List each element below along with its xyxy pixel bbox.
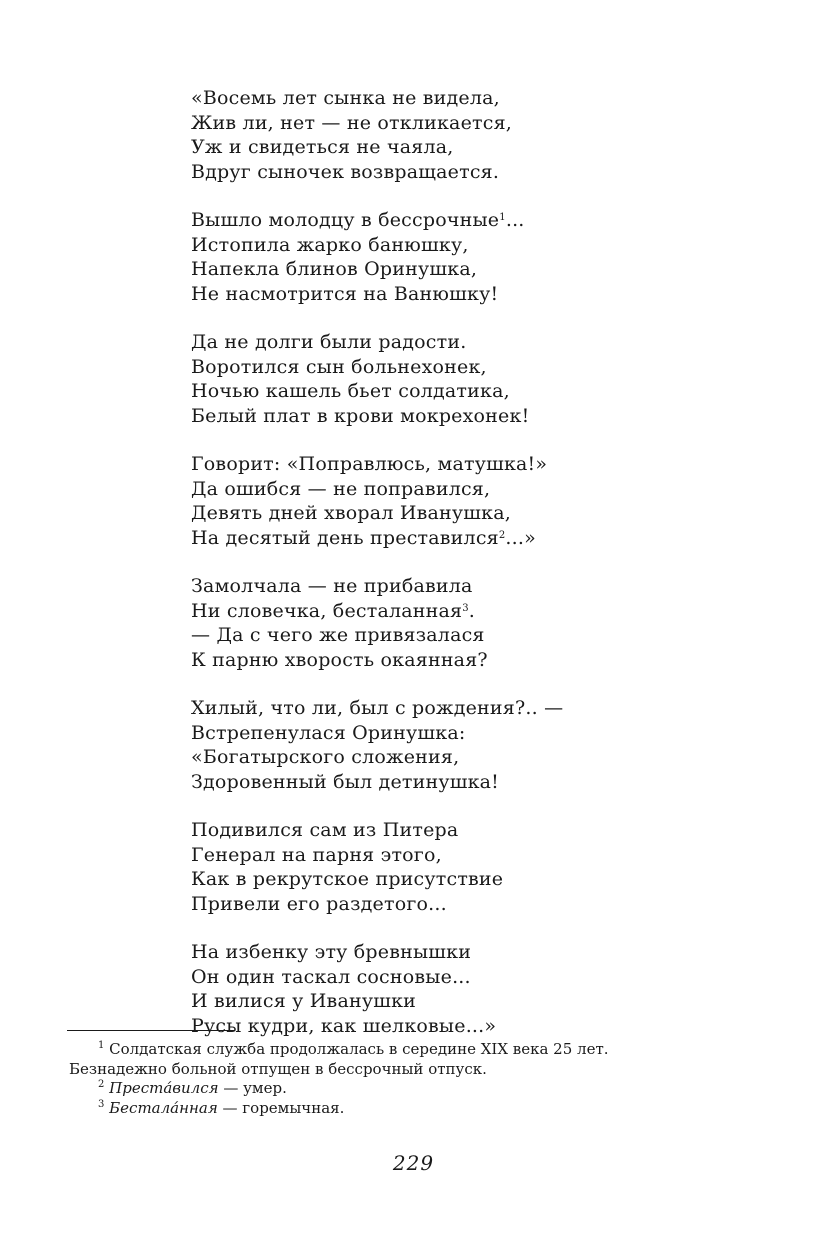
poem-line: Привели его раздетого... <box>191 892 447 915</box>
stanza-4 <box>191 452 791 550</box>
poem-line: И вилися у Иванушки <box>191 990 417 1012</box>
poem-line: Да ошибся — не поправился, <box>191 477 491 500</box>
footnote-mark: 1 <box>98 1040 105 1051</box>
poem-line: Жив ли, нет — не откликается, <box>191 111 512 134</box>
poem <box>191 86 791 1062</box>
poem-line: Говорит: «Поправлюсь, матушка!» <box>191 453 548 475</box>
poem-line: Ночью кашель бьет солдатика, <box>191 380 510 402</box>
footnote-ref-1: 1 <box>499 212 506 223</box>
footnotes <box>69 1040 759 1118</box>
stanza-5 <box>191 574 791 672</box>
footnote-mark: 2 <box>98 1079 105 1090</box>
poem-line: Белый плат в крови мокрехонек! <box>191 404 530 427</box>
poem-line: Здоровенный был детинушка! <box>191 770 500 793</box>
poem-line: Ни словечка, бесталанная$^3$. <box>191 599 476 622</box>
poem-line: Да не долги были радости. <box>191 331 467 353</box>
poem-line: Девять дней хворал Иванушка, <box>191 502 511 524</box>
poem-line: Подивился сам из Питера <box>191 819 459 841</box>
poem-line: На десятый день преставился$^2$...» <box>191 526 536 549</box>
footnote-ref-2: 2 <box>498 529 506 541</box>
stanza-7 <box>191 818 791 916</box>
poem-line: Генерал на парня этого, <box>191 843 442 866</box>
footnote-3: $^3$ Бестала́нная — горемычная. <box>98 1098 345 1117</box>
stanza-3 <box>191 330 791 428</box>
stanza-1 <box>191 86 791 184</box>
poem-line: Встрепенулася Оринушка: <box>191 721 466 744</box>
poem-line: Как в рекрутское присутствие <box>191 868 504 890</box>
poem-line: Вдруг сыночек возвращается. <box>191 160 500 183</box>
footnote-2: $^2$ Преста́вился — умер. <box>98 1079 287 1097</box>
stanza-8 <box>191 940 791 1038</box>
poem-line: Русы кудри, как шелковые...» <box>191 1014 497 1037</box>
poem-line: К парню хворость окаянная? <box>191 648 488 671</box>
poem-line: Он один таскал сосновые... <box>191 965 471 988</box>
poem-line: «Восемь лет сынка не видела, <box>191 87 500 109</box>
poem-line: Замолчала — не прибавила <box>191 575 473 597</box>
poem-line: Истопила жарко банюшку, <box>191 233 469 256</box>
footnote-mark: 3 <box>98 1098 105 1110</box>
stanza-6 <box>191 696 791 794</box>
poem-line: На избенку эту бревнышки <box>191 941 472 963</box>
footnote-1: $^1$ Солдатская служба продолжалась в середине XIX века 25 лет. <box>98 1040 609 1058</box>
footnote-1-continuation: Безнадежно больной отпущен в бессрочный отпуск. <box>69 1059 487 1078</box>
poem-line: Уж и свидеться не чаяла, <box>191 136 454 158</box>
poem-line: Воротился сын больнехонек, <box>191 355 487 378</box>
poem-line: Вышло молодцу в бессрочные$^1$... <box>191 209 525 231</box>
footnote-divider <box>67 1030 235 1031</box>
footnote-term: Преста́вился <box>109 1079 219 1097</box>
poem-line: Не насмотрится на Ванюшку! <box>191 282 499 305</box>
page-number: 229 <box>392 1151 435 1175</box>
stanza-2 <box>191 208 791 306</box>
footnote-ref-3: 3 <box>462 602 469 614</box>
poem-line: — Да с чего же привязалася <box>191 624 485 646</box>
footnote-term: Бестала́нная <box>109 1098 218 1117</box>
poem-line: Напекла блинов Оринушка, <box>191 258 478 280</box>
poem-line: Хилый, что ли, был с рождения?.. — <box>191 697 564 719</box>
poem-line: «Богатырского сложения, <box>191 746 460 768</box>
